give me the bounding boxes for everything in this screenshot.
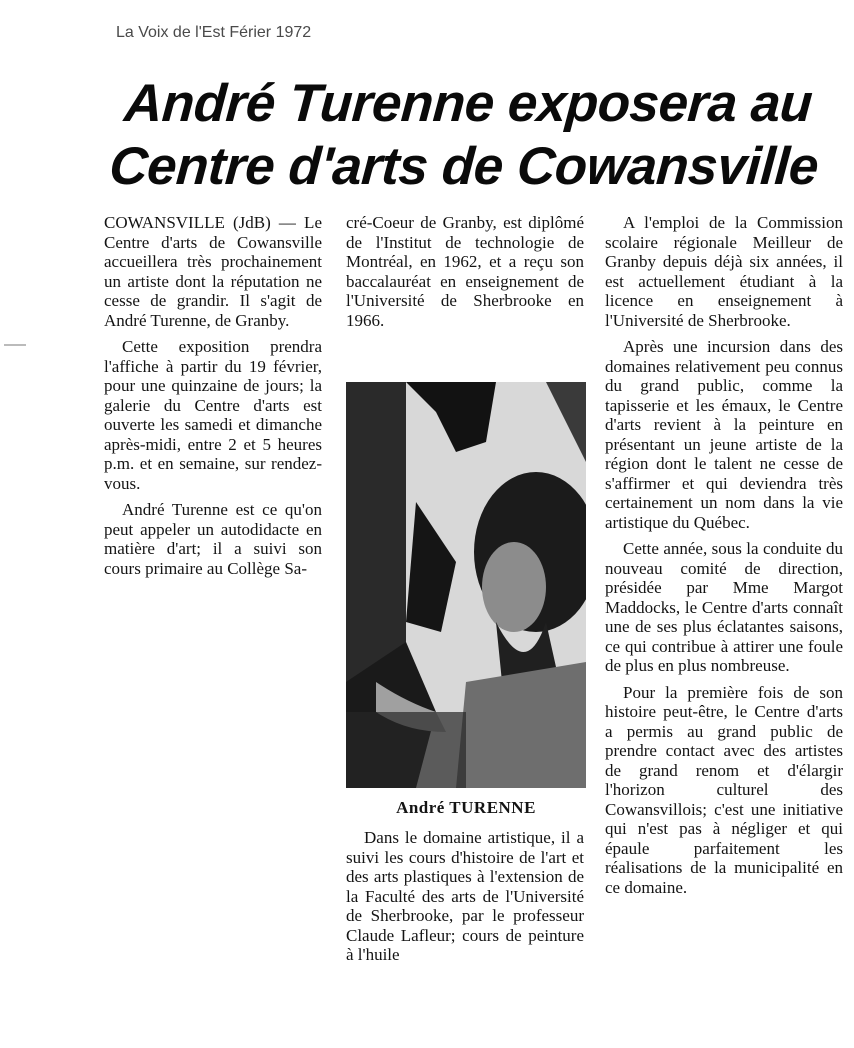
- headline-line-1: André Turenne exposera au: [122, 74, 815, 133]
- column-2-top: [346, 213, 584, 337]
- headline-line-2: Centre d'arts de Cowansville: [107, 137, 821, 196]
- column-2-bottom: [346, 828, 584, 972]
- column-1: [104, 213, 322, 585]
- paragraph: Dans le domaine artistique, il a suivi les cours d'histoire de l'art et des arts plastiques à l'extension de la Faculté des arts de l'Université de Sherbrooke, par le professeur Claude Lafleur; cours de peinture à l'huile: [346, 828, 584, 964]
- headline: [82, 72, 851, 198]
- paragraph: André Turenne est ce qu'on peut appeler un autodidacte en matière d'art; il a suivi son cours primaire au Collège Sa-: [104, 500, 322, 578]
- photo-caption: André TURENNE: [396, 798, 536, 817]
- artist-photo: [346, 382, 586, 788]
- paragraph: Cette exposition prendra l'affiche à partir du 19 février, pour une quinzaine de jours; la galerie du Centre d'arts est ouverte les samedi et dimanche après-midi, entre 2 et 5 heures p.m. et en semaine, sur rendez-vous.: [104, 337, 322, 493]
- paragraph: A l'emploi de la Commission scolaire régionale Meilleur de Granby depuis déjà six années, il est actuellement étudiant à la licence en enseignement à l'Université de Sherbrooke.: [605, 213, 843, 330]
- paragraph: Pour la première fois de son histoire peut-être, le Centre d'arts a permis au grand public de prendre contact avec des artistes de grand renom et d'élargir l'horizon culturel des Cowansvillois; c'est une initiative qui n'est pas à négliger et qui épaule parfaitement les réalisations de la municipalité en ce domaine.: [605, 682, 843, 897]
- margin-mark: [4, 344, 26, 346]
- paragraph: cré-Coeur de Granby, est diplômé de l'Institut de technologie de Montréal, en 1962, et a reçu son baccalauréat en enseignement de l'Université de Sherbrooke en 1966.: [346, 213, 584, 330]
- source-note: La Voix de l'Est Férier 1972: [116, 24, 312, 41]
- paragraph: COWANSVILLE (JdB) — Le Centre d'arts de Cowansville accueillera très prochainement un artiste dont la réputation ne cesse de grandir. Il s'agit de André Turenne, de Granby.: [104, 213, 322, 330]
- column-3: [605, 213, 843, 904]
- paragraph: Cette année, sous la conduite du nouveau comité de direction, présidée par Mme Margot Maddocks, le Centre d'arts connaît une de ses plus éclatantes saisons, ce qui contribue à attirer une foule de plus en plus nombreuse.: [605, 539, 843, 675]
- paragraph: Après une incursion dans des domaines relativement peu connus du grand public, comme la tapisserie et les émaux, le Centre d'arts revient à la peinture en présentant un jeune artiste de la région dont le talent ne cesse de s'affirmer et qui deviendra très certainement un nom dans la vie artistique du Québec.: [605, 337, 843, 532]
